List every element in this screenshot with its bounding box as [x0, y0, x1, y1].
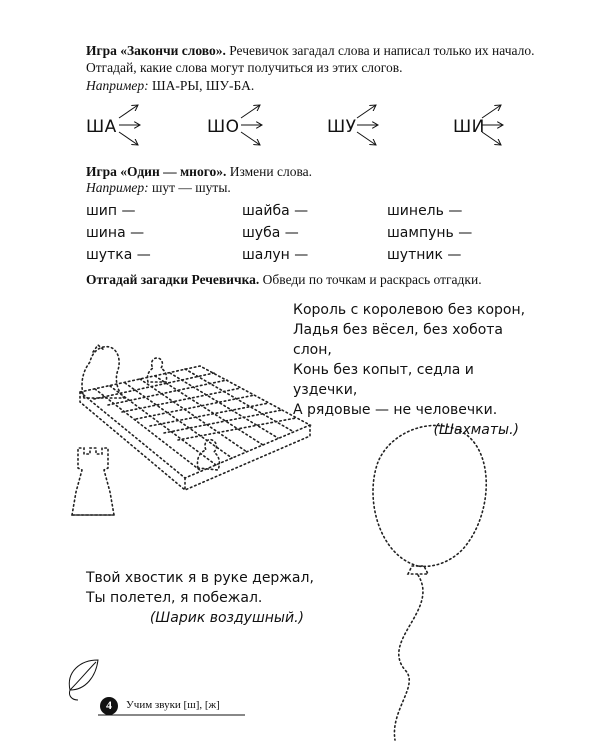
- riddle-answer: (Шахматы.): [433, 422, 519, 438]
- word-column-2: [242, 200, 308, 266]
- word-item: шип —: [86, 203, 136, 219]
- riddles-title: Отгадай загадки Речевичка.: [86, 272, 260, 287]
- arrow-down-3: [357, 132, 376, 145]
- word-column-3: [387, 200, 472, 266]
- word-item: шутка —: [86, 247, 151, 263]
- game1-title: Игра «Закончи слово».: [86, 43, 226, 58]
- word-item: шайба —: [242, 203, 309, 219]
- arrow-up-1: [119, 105, 138, 118]
- arrow-down-1: [119, 132, 138, 145]
- page-number: 4: [106, 698, 112, 712]
- riddles-intro: [86, 271, 482, 288]
- syllable-shi: ШИ: [453, 117, 485, 137]
- riddle-line: Твой хвостик я в руке держал,: [86, 570, 314, 586]
- rook-icon: [72, 448, 114, 515]
- word-item: шутник —: [387, 247, 462, 263]
- syllable-sho: ШО: [207, 117, 240, 137]
- word-item: шампунь —: [387, 225, 473, 241]
- word-item: шалун —: [242, 247, 309, 263]
- riddle-line: Ладья без вёсел, без хобота слон,: [293, 322, 503, 358]
- riddle-line: Ты полетел, я побежал.: [86, 590, 263, 606]
- word-item: шина —: [86, 225, 145, 241]
- riddle-balloon: [86, 568, 316, 628]
- word-column-1: [86, 200, 151, 266]
- arrow-up-4: [482, 105, 501, 118]
- riddle-chess: [293, 300, 533, 440]
- pawn-icon: [147, 358, 166, 382]
- game1-text: Речевичок загадал слова и написал только их начало. Отгадай, какие слова могут получиться из этих слогов.: [86, 43, 535, 75]
- arrow-down-4: [482, 132, 501, 145]
- word-item: шинель —: [387, 203, 463, 219]
- arrow-down-2: [241, 132, 260, 145]
- riddle-line: А рядовые — не человечки.: [293, 402, 498, 418]
- syllable-sha: ША: [86, 117, 117, 137]
- game1-example-label: Например:: [86, 78, 149, 93]
- riddles-text: Обведи по точкам и раскрась отгадки.: [262, 272, 482, 287]
- word-item: шуба —: [242, 225, 299, 241]
- riddle-answer: (Шарик воздушный.): [149, 610, 304, 626]
- game1-example-text: ША-РЫ, ШУ-БА.: [151, 78, 255, 93]
- riddle-line: Конь без копыт, седла и уздечки,: [293, 362, 474, 398]
- game2-example-text: шут — шуты.: [151, 180, 231, 195]
- balloon-icon: [373, 425, 486, 740]
- syllable-shu: ШУ: [327, 117, 357, 137]
- chess-illustration: [72, 345, 310, 515]
- footer-title: Учим звуки [ш], [ж]: [126, 699, 220, 711]
- riddle-line: Король с королевою без корон,: [293, 302, 526, 318]
- game2-example-label: Например:: [86, 180, 149, 195]
- game2-example: [86, 179, 231, 196]
- arrow-up-3: [357, 105, 376, 118]
- game2-text: Измени слова.: [229, 164, 313, 179]
- game2-title: Игра «Один — много».: [86, 164, 227, 179]
- arrow-up-2: [241, 105, 260, 118]
- game2-paragraph: [86, 163, 312, 180]
